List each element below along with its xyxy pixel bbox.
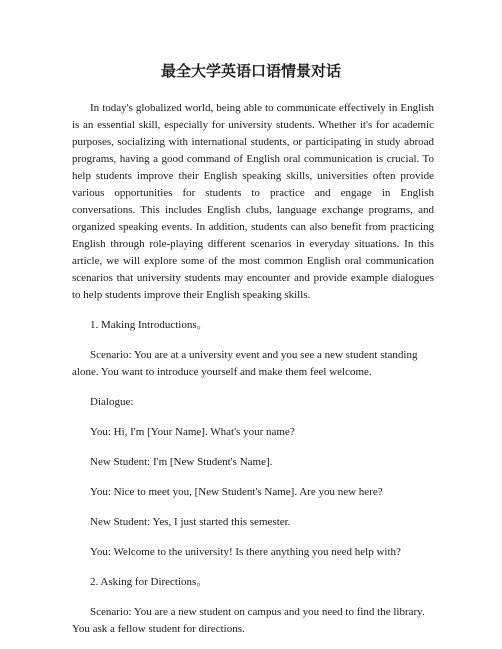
dialogue-line: New Student: I'm [New Student's Name]. <box>90 456 273 468</box>
dialogue-line: You: Welcome to the university! Is there anything you need help with? <box>90 546 401 558</box>
dialogue-line: You: Nice to meet you, [New Student's Name]. Are you new here? <box>90 486 383 498</box>
scenario-paragraph: Scenario: You are at a university event and you see a new student standing alone. You want to introduce yourself and make them feel welcome. <box>72 349 418 378</box>
dialogue-line: You: Hi, I'm [Your Name]. What's your name? <box>90 426 295 438</box>
section-heading: 1. Making Introductions。 <box>90 319 208 331</box>
document-body <box>72 100 434 638</box>
dialogue-label: Dialogue: <box>90 396 134 408</box>
document-title: 最全大学英语口语情景对话 <box>160 62 341 80</box>
scenario-paragraph: Scenario: You are a new student on campus and you need to find the library. You ask a fellow student for directions. <box>72 606 425 635</box>
dialogue-line: New Student: Yes, I just started this semester. <box>90 516 291 528</box>
intro-paragraph: In today's globalized world, being able to communicate effectively in English is an essential skill, especially for university students. Whether it's for academic purposes, socializing with international students, or participating in study abroad programs, having a good command of English oral communication is crucial. To help students improve their English speaking skills, universities often provide various opportunities for students to practice and engage in English conversations. This includes English clubs, language exchange programs, and organized speaking events. In addition, students can also benefit from practicing English through role-playing different scenarios in everyday situations. In this article, we will explore some of the most common English oral communication scenarios that university students may encounter and provide example dialogues to help students improve their English speaking skills. <box>72 102 434 301</box>
section-heading: 2. Asking for Directions。 <box>90 576 208 588</box>
